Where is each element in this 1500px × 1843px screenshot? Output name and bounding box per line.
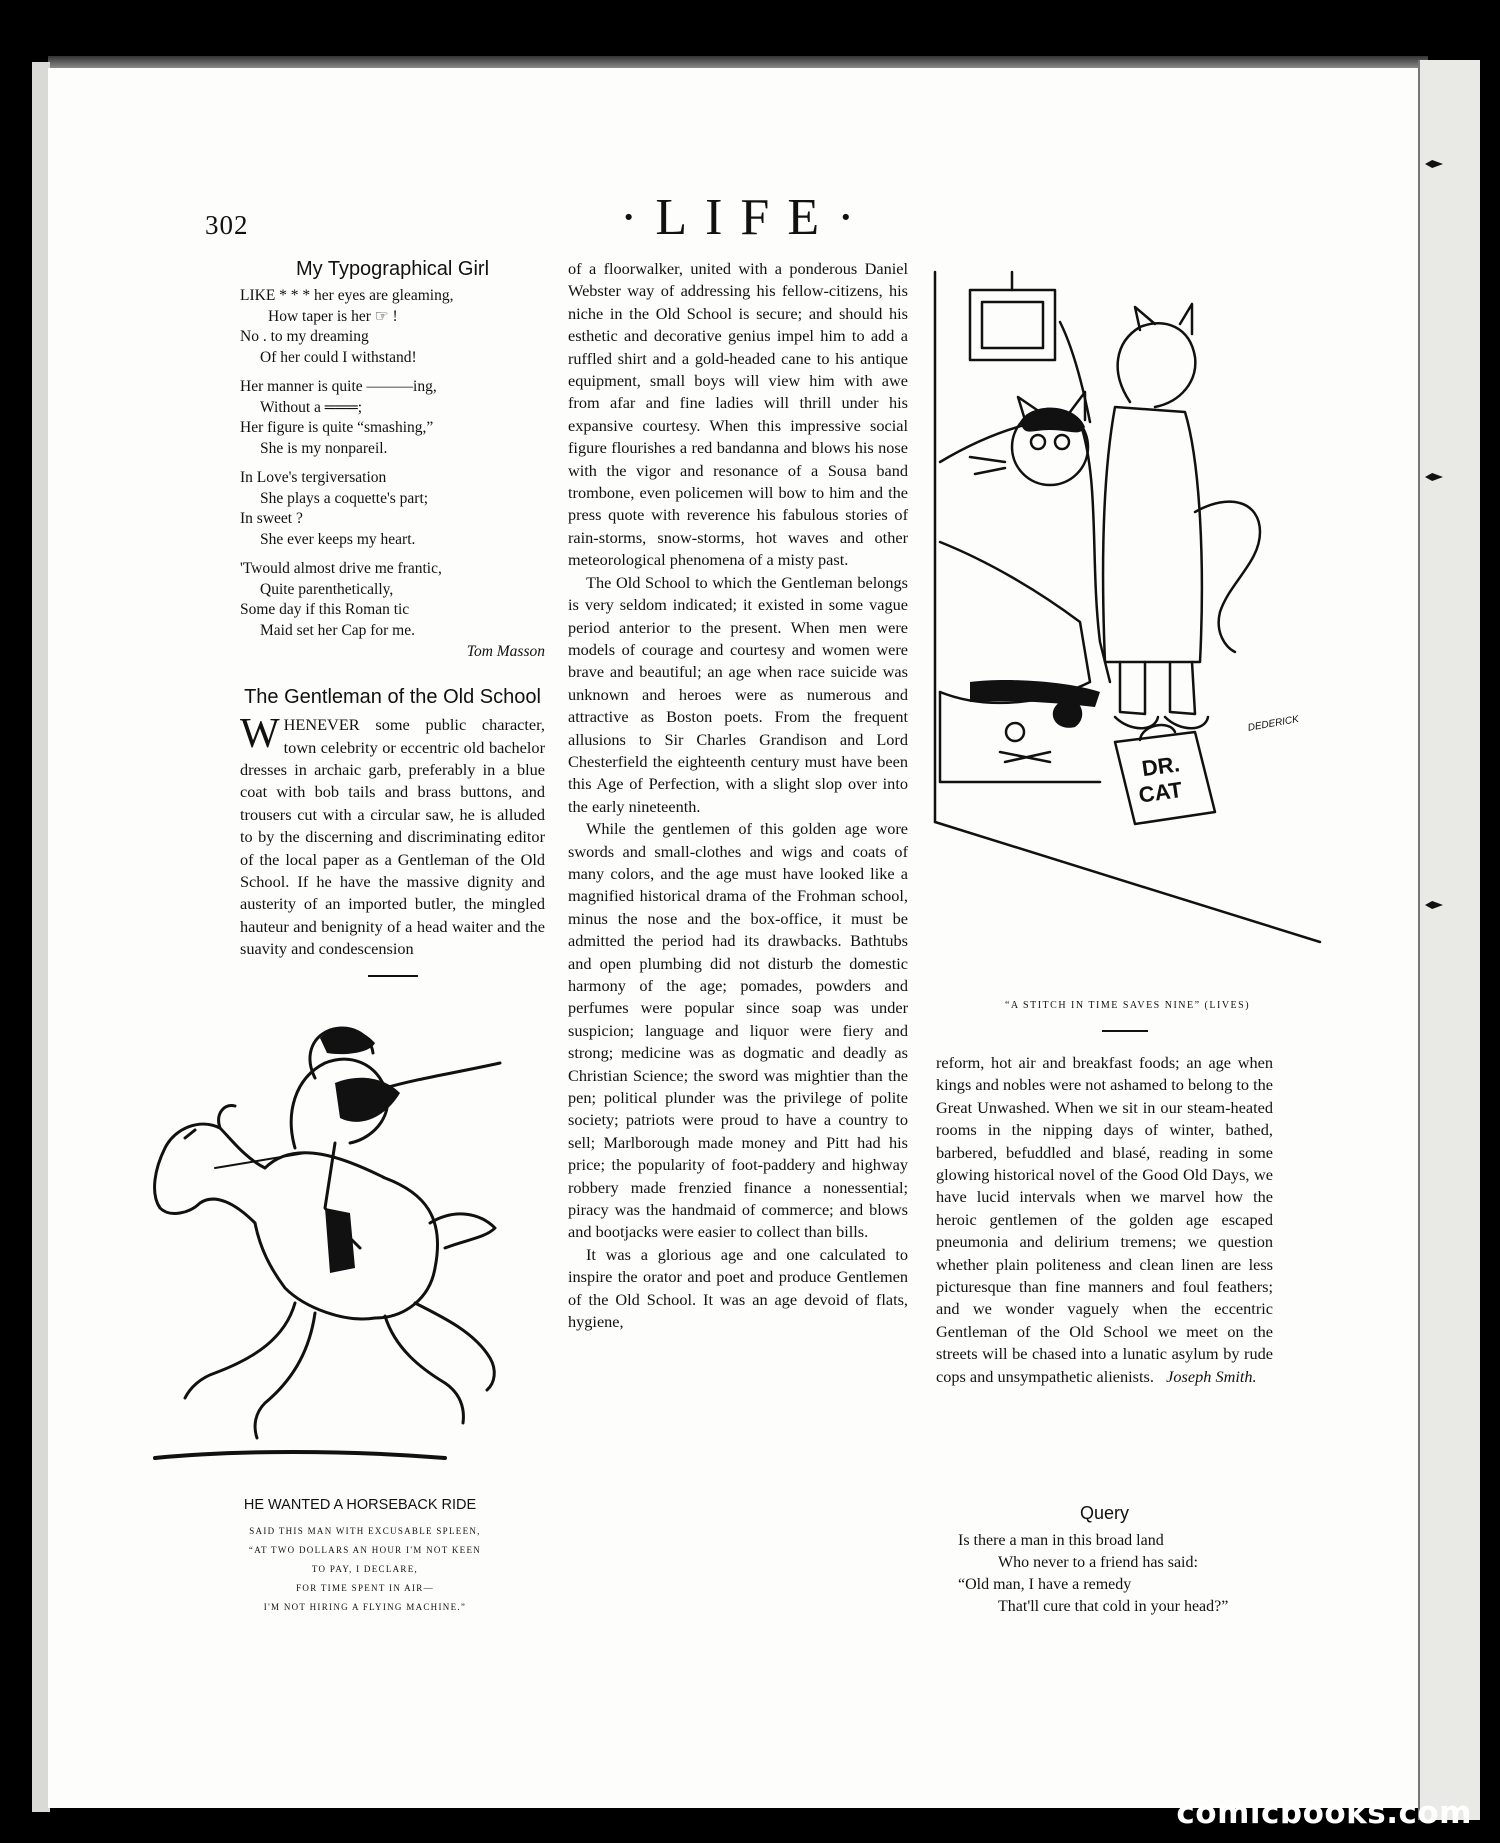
poem-line: In Love's tergiversation [240,469,387,487]
binding-mark [1425,157,1445,171]
article-text: HENEVER some public character, town celebrity or eccentric old bachelor dresses in archaic garb, preferably in a blue coat with bob tails and brass buttons, and trousers cut with a circular saw, he is alluded to by the discerning and discriminating editor of the local paper as a Gentleman of the Old School. If he have the massive dignity and austerity of an imported butler, the mingled hauteur and benignity of a head waiter and the suavity and condescension [240,715,545,959]
verse-line: FOR TIME SPENT IN AIR— [296,1583,434,1593]
article-title: The Gentleman of the Old School [244,685,541,708]
binding-mark [1425,470,1445,484]
article-paragraph: While the gentlemen of this golden age wore swords and small-clothes and wigs and coats of many colors, and the age must have looked like a magnified historical drama of the Frohman school, minus the nose and the box-office, it must be admitted the period had its drawbacks. Bathtubs and open plumbing did not disturb the domestic harmony of the age; pomades, powders and perfumes were popular since soap was under suspicion; language and liquor were fiery and strong; medicine was as dogmatic and deadly as Christian Science; the sword was mightier than the pen; political plunder was the privilege of polite society; patriots were proud to have a country to sell; Marlborough made money and Pitt had his price; the popularity of foot-paddery and highway robbery made frenzied finance a nonessential; piracy was the handmaid of commerce; and blows and bootjacks were easier to collect than bills. [568,819,908,1242]
poem-line: Who never to a friend has said: [998,1554,1198,1571]
article-paragraph: of a floorwalker, united with a ponderous Daniel Webster way of addressing his fellow-citizens, his niche in the Old School is secure; and should his esthetic and decorative genius impel him to add a ruffled shirt and a gold-headed cane to his antique equipment, small boys will view him with awe from afar and fine ladies will thrill under his expansive courtesy. When this impressive social figure flourishes a red bandanna and blows his nose with the vigor and resonance of a Sousa band trombone, even policemen will bow to him and the press quote with reverence his fabulous stories of rain-storms, snow-storms, hot waves and other meteorological phenomena of a misty past. [568,259,908,570]
verse-line: SAID THIS MAN WITH EXCUSABLE SPLEEN, [249,1526,481,1536]
verse-line: “AT TWO DOLLARS AN HOUR I'M NOT KEEN [248,1545,482,1555]
stanza [240,559,545,641]
poem-line: Her figure is quite “smashing,” [240,419,434,437]
poem-title: My Typographical Girl [295,258,490,280]
article-paragraph [936,1052,1273,1388]
page-number: 302 [205,210,249,240]
bag-label-line-2: CAT [1137,776,1184,808]
section-divider [368,975,418,977]
poem-line: In sweet ? [240,510,303,528]
poem-line: No . to my dreaming [240,328,369,346]
poem-line: Quite parenthetically, [260,580,394,598]
poem-line: Is there a man in this broad land [958,1532,1164,1549]
verse-line: TO PAY, I DECLARE, [311,1564,419,1574]
poem-line: She plays a coquette's part; [260,489,429,507]
query-poem [958,1530,1298,1618]
poem-line: How taper is her ☞ ! [268,307,398,325]
artist-signature: DEDERICK [1246,713,1300,734]
poem-line: Without a ═══; [260,398,363,416]
drop-cap: W [240,711,280,758]
stanza [240,377,545,459]
poem-line: Of her could I withstand! [260,348,417,366]
poem-line: Maid set her Cap for me. [260,621,415,639]
stanza [240,286,545,368]
stanza [240,468,545,550]
poem-typographical-girl [240,286,545,641]
poem-line: Her manner is quite ———ing, [240,378,437,396]
section-divider [1102,1030,1148,1032]
watermark: comicbooks.com [1176,1795,1472,1831]
column-right [936,1052,1273,1388]
masthead: ·LIFE· [620,189,873,246]
verse-line: I'M NOT HIRING A FLYING MACHINE.” [263,1602,467,1612]
article-author: Joseph Smith. [1166,1366,1257,1386]
article-text: reform, hot air and breakfast foods; an age when kings and nobles were not ashamed to belong to the Great Unwashed. When we sit in our steam-heated rooms in the nipping days of winter, bathed, barbered, befuddled and blasé, reading in some glowing historical novel of the Good Old Days, we have lucid intervals when we marvel how the heroic gentlemen of the golden age escaped pneumonia and delirium tremens; we question whether plain politeness and clean linen are less picturesque than fine manners and foul feathers; and we wonder vaguely when the eccentric Gentleman of the Old School we meet on the streets will be chased into a lunatic asylum by rude cops and unsympathetic alienists. [936,1053,1273,1386]
horseback-ride-illustration [145,1018,525,1483]
column-left [240,258,545,995]
dr-cat-illustration [930,262,1325,987]
next-page-edge [1418,60,1480,1820]
binding-mark [1425,898,1445,912]
poem-line: She is my nonpareil. [260,439,388,457]
poem-line: “Old man, I have a remedy [958,1576,1132,1593]
article-paragraph: The Old School to which the Gentleman belongs is very seldom indicated; it existed in some vague period anterior to the present. When men were models of courage and courtesy and women were brave and beautiful; an age when race suicide was unknown and heroes were as numerous and attractive as Boston poets. From the frequent allusions to Sir Charles Grandison and Lord Chesterfield the eighteenth century must have been this Age of Perfection, with a slight slop over into the early nineteenth. [568,572,908,816]
cartoon-verse [210,1522,520,1617]
poem-line: She ever keeps my heart. [260,530,416,548]
column-middle [568,258,908,1334]
poem-line: Some day if this Roman tic [240,601,410,619]
poem-line: 'Twould almost drive me frantic, [240,560,442,578]
poem-line: That'll cure that cold in your head?” [998,1598,1229,1615]
cartoon-title: HE WANTED A HORSEBACK RIDE [243,1497,477,1513]
cartoon-caption: “A STITCH IN TIME SAVES NINE” (LIVES) [1004,1000,1251,1011]
poem-author: Tom Masson [466,643,545,661]
bag-label-line-1: DR. [1140,751,1182,782]
query-title: Query [1080,1503,1130,1523]
article-paragraph [240,711,545,960]
article-paragraph: It was a glorious age and one calculated to inspire the orator and poet and produce Gentlemen of the Old School. It was an age devoid of flats, hygiene, [568,1244,908,1332]
poem-line: LIKE * * * her eyes are gleaming, [240,287,454,305]
